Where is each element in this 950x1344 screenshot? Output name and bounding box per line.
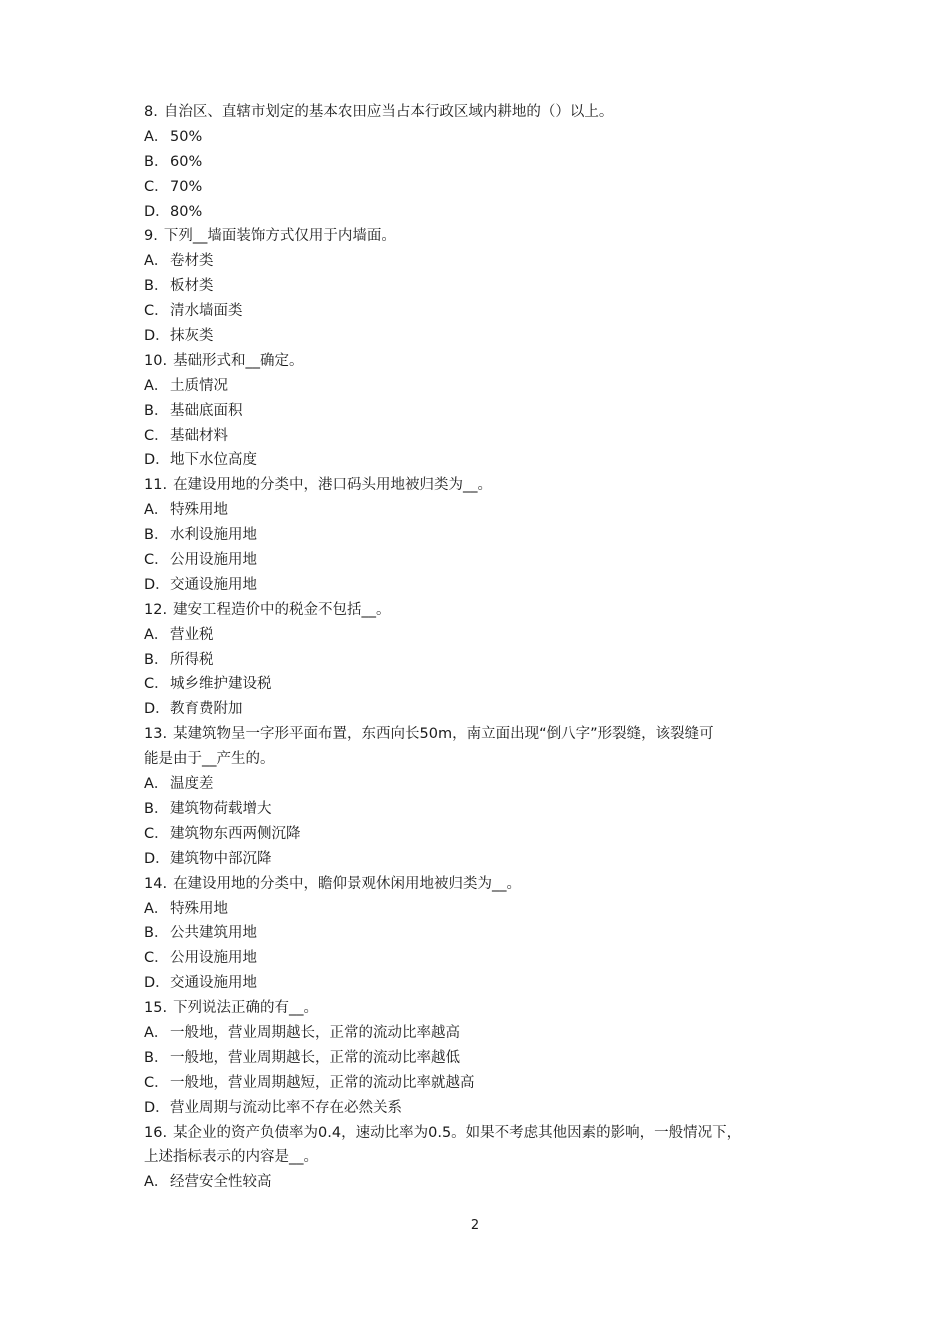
option-letter: C． <box>144 1074 169 1091</box>
option-text: 基础材料 <box>170 427 228 444</box>
answer-option <box>144 150 816 175</box>
question-line <box>144 1121 816 1146</box>
option-letter: B． <box>144 527 169 544</box>
question-number: 12. <box>144 601 168 618</box>
option-text: 温度差 <box>170 776 214 793</box>
option-text: 土质情况 <box>170 377 228 394</box>
option-text: 一般地，营业周期越长，正常的流动比率越高 <box>170 1024 460 1041</box>
question-text: 在建设用地的分类中，瞻仰景观休闲用地被归类为__。 <box>173 875 522 892</box>
option-text: 基础底面积 <box>170 402 243 419</box>
answer-option <box>144 672 816 697</box>
answer-option <box>144 324 816 349</box>
answer-option <box>144 573 816 598</box>
answer-option <box>144 1170 816 1195</box>
option-letter: B． <box>144 925 169 942</box>
option-text: 地下水位高度 <box>170 452 257 469</box>
question-text-continued: 上述指标表示的内容是__。 <box>144 1149 318 1166</box>
answer-option <box>144 697 816 722</box>
option-letter: D． <box>144 203 170 220</box>
option-letter: D． <box>144 1099 170 1116</box>
option-letter: D． <box>144 701 170 718</box>
option-letter: D． <box>144 328 170 345</box>
option-letter: A． <box>144 1174 169 1191</box>
option-text: 营业周期与流动比率不存在必然关系 <box>170 1099 402 1116</box>
option-text: 公共建筑用地 <box>170 925 257 942</box>
question-text: 下列__墙面装饰方式仅用于内墙面。 <box>163 228 396 245</box>
option-letter: C． <box>144 427 169 444</box>
answer-option <box>144 125 816 150</box>
option-letter: B． <box>144 153 169 170</box>
option-letter: C． <box>144 552 169 569</box>
question-number: 13. <box>144 726 168 743</box>
option-text: 建筑物荷载增大 <box>170 800 272 817</box>
question-line <box>144 349 816 374</box>
question-number: 16. <box>144 1124 168 1141</box>
option-letter: A． <box>144 1024 169 1041</box>
question-number: 8. <box>144 104 158 120</box>
question-number: 15. <box>144 1000 168 1017</box>
option-letter: C． <box>144 676 169 693</box>
option-text: 卷材类 <box>170 253 214 270</box>
option-letter: C． <box>144 303 169 320</box>
question-line <box>144 598 816 623</box>
option-text: 50% <box>170 128 203 145</box>
answer-option <box>144 897 816 922</box>
question-list <box>144 100 816 1195</box>
answer-option <box>144 847 816 872</box>
option-text: 建筑物东西两侧沉降 <box>170 825 301 842</box>
answer-option <box>144 1096 816 1121</box>
option-letter: C． <box>144 178 169 195</box>
question-line <box>144 996 816 1021</box>
option-text: 城乡维护建设税 <box>170 676 272 693</box>
answer-option <box>144 249 816 274</box>
question-text-continued: 能是由于__产生的。 <box>144 751 275 768</box>
answer-option <box>144 399 816 424</box>
option-letter: A． <box>144 253 169 270</box>
page-number: 2 <box>470 1218 480 1233</box>
answer-option <box>144 797 816 822</box>
answer-option <box>144 921 816 946</box>
option-text: 特殊用地 <box>170 502 228 519</box>
option-text: 抹灰类 <box>170 328 214 345</box>
answer-option <box>144 822 816 847</box>
question-line <box>144 872 816 897</box>
question-text: 基础形式和__确定。 <box>173 352 304 369</box>
option-text: 交通设施用地 <box>170 576 257 593</box>
answer-option <box>144 175 816 200</box>
option-letter: B． <box>144 278 169 295</box>
question-text: 建安工程造价中的税金不包括__。 <box>173 601 391 618</box>
option-text: 建筑物中部沉降 <box>170 850 272 867</box>
answer-option <box>144 548 816 573</box>
question-number: 14. <box>144 875 168 892</box>
option-text: 80% <box>170 203 203 220</box>
option-text: 交通设施用地 <box>170 975 257 992</box>
question-text: 某企业的资产负债率为0.4，速动比率为0.5。如果不考虑其他因素的影响，一般情况下， <box>173 1124 742 1141</box>
answer-option <box>144 648 816 673</box>
question-line <box>144 100 816 125</box>
option-letter: D． <box>144 850 170 867</box>
answer-option <box>144 498 816 523</box>
option-letter: B． <box>144 1049 169 1066</box>
option-letter: A． <box>144 377 169 394</box>
answer-option <box>144 1046 816 1071</box>
answer-option <box>144 200 816 225</box>
option-text: 公用设施用地 <box>170 950 257 967</box>
question-line <box>144 224 816 249</box>
answer-option <box>144 1071 816 1096</box>
question-number: 11. <box>144 477 168 494</box>
option-text: 营业税 <box>170 626 214 643</box>
option-letter: B． <box>144 402 169 419</box>
option-text: 板材类 <box>170 278 214 295</box>
question-number: 10. <box>144 352 168 369</box>
option-letter: D． <box>144 452 170 469</box>
question-text: 下列说法正确的有__。 <box>173 1000 319 1017</box>
answer-option <box>144 971 816 996</box>
option-text: 一般地，营业周期越短，正常的流动比率就越高 <box>170 1074 475 1091</box>
option-letter: C． <box>144 825 169 842</box>
question-text: 自治区、直辖市划定的基本农田应当占本行政区域内耕地的（）以上。 <box>163 104 614 120</box>
option-letter: B． <box>144 800 169 817</box>
answer-option <box>144 274 816 299</box>
question-text: 在建设用地的分类中，港口码头用地被归类为__。 <box>173 477 493 494</box>
option-letter: D． <box>144 576 170 593</box>
question-line <box>144 473 816 498</box>
option-letter: D． <box>144 975 170 992</box>
option-letter: B． <box>144 651 169 668</box>
option-letter: A． <box>144 776 169 793</box>
answer-option <box>144 1021 816 1046</box>
answer-option <box>144 946 816 971</box>
answer-option <box>144 374 816 399</box>
option-text: 60% <box>170 153 203 170</box>
option-letter: A． <box>144 128 169 145</box>
answer-option <box>144 772 816 797</box>
option-text: 一般地，营业周期越长，正常的流动比率越低 <box>170 1049 460 1066</box>
option-letter: A． <box>144 502 169 519</box>
question-line <box>144 747 816 772</box>
question-line <box>144 1145 816 1170</box>
answer-option <box>144 523 816 548</box>
option-letter: C． <box>144 950 169 967</box>
question-number: 9. <box>144 228 158 245</box>
option-text: 教育费附加 <box>170 701 243 718</box>
answer-option <box>144 299 816 324</box>
option-text: 水利设施用地 <box>170 527 257 544</box>
answer-option <box>144 623 816 648</box>
option-text: 特殊用地 <box>170 900 228 917</box>
option-text: 公用设施用地 <box>170 552 257 569</box>
option-text: 经营安全性较高 <box>170 1174 272 1191</box>
answer-option <box>144 424 816 449</box>
option-letter: A． <box>144 900 169 917</box>
answer-option <box>144 448 816 473</box>
option-text: 所得税 <box>170 651 214 668</box>
option-text: 清水墙面类 <box>170 303 243 320</box>
question-line <box>144 722 816 747</box>
question-text: 某建筑物呈一字形平面布置，东西向长50m，南立面出现“倒八字”形裂缝，该裂缝可 <box>173 726 714 743</box>
option-text: 70% <box>170 178 203 195</box>
option-letter: A． <box>144 626 169 643</box>
